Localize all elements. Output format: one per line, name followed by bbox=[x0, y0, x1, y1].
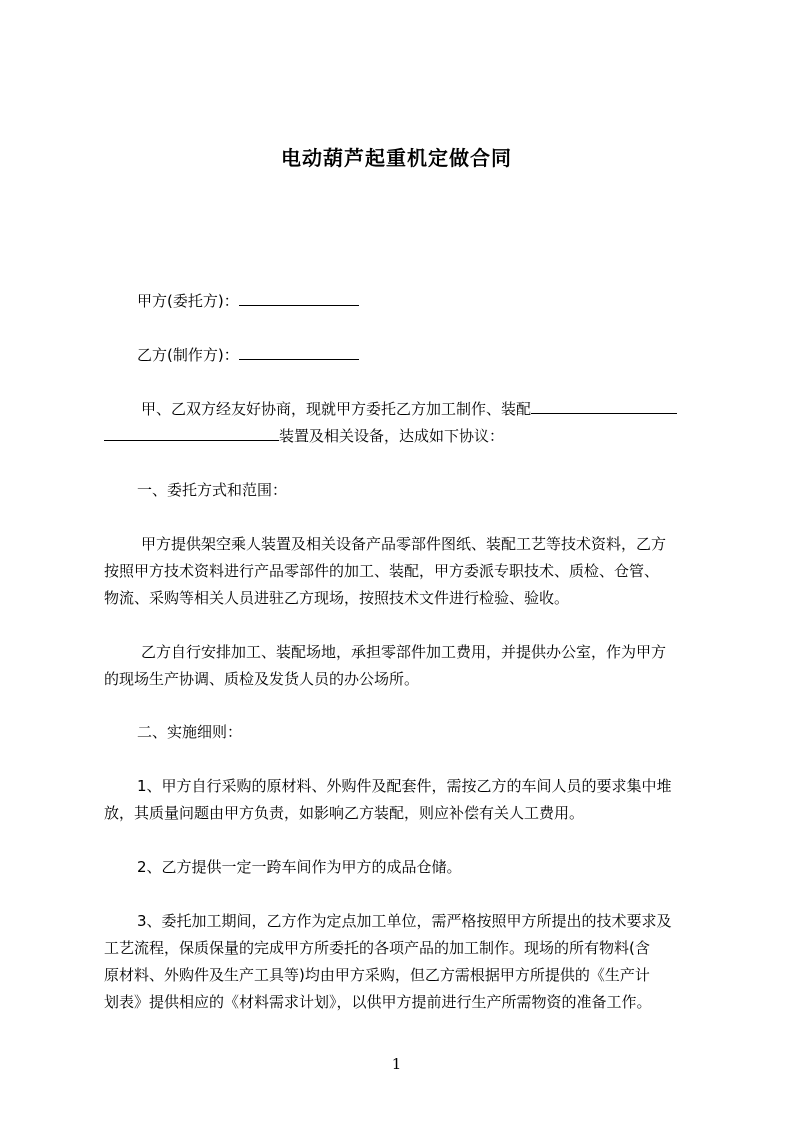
party-a-blank bbox=[239, 291, 359, 306]
document-title: 电动葫芦起重机定做合同 bbox=[281, 146, 512, 170]
section1-p1-line2: 按照甲方技术资料进行产品零部件的加工、装配，甲方委派专职技术、质检、仓管、 bbox=[104, 562, 660, 580]
section1-p1-line1: 甲方提供架空乘人装置及相关设备产品零部件图纸、装配工艺等技术资料，乙方 bbox=[141, 535, 667, 553]
page-number: 1 bbox=[391, 1055, 402, 1073]
section2-item3-line1: 3、委托加工期间，乙方作为定点加工单位，需严格按照甲方所提出的技术要求及 bbox=[137, 912, 672, 930]
section2-item1-line1: 1、甲方自行采购的原材料、外购件及配套件，需按乙方的车间人员的要求集中堆 bbox=[137, 777, 672, 795]
party-b-blank bbox=[239, 345, 359, 360]
section2-item3-line3: 原材料、外购件及生产工具等)均由甲方采购，但乙方需根据甲方所提供的《生产计 bbox=[104, 966, 650, 984]
section2-item3-line2: 工艺流程，保质保量的完成甲方所委托的各项产品的加工制作。现场的所有物料(含 bbox=[104, 939, 650, 957]
section2-heading: 二、实施细则： bbox=[137, 723, 243, 741]
section1-heading: 一、委托方式和范围： bbox=[137, 481, 288, 499]
section1-p1-line3: 物流、采购等相关人员进驻乙方现场，按照技术文件进行检验、验收。 bbox=[104, 589, 570, 607]
section1-p2-line2: 的现场生产协调、质检及发货人员的办公场所。 bbox=[104, 670, 420, 688]
intro-text-2: 装置及相关设备，达成如下协议： bbox=[279, 427, 505, 445]
intro-blank-1 bbox=[531, 399, 677, 414]
party-b-label: 乙方(制作方)： bbox=[137, 346, 239, 364]
intro-line-1 bbox=[141, 399, 677, 419]
intro-text-1: 甲、乙双方经友好协商，现就甲方委托乙方加工制作、装配 bbox=[141, 400, 532, 418]
section2-item1-line2: 放，其质量问题由甲方负责，如影响乙方装配，则应补偿有关人工费用。 bbox=[104, 804, 585, 822]
party-a-line bbox=[137, 291, 359, 311]
section2-item3-line4: 划表》提供相应的《材料需求计划》，以供甲方提前进行生产所需物资的准备工作。 bbox=[104, 993, 652, 1011]
party-b-line bbox=[137, 345, 359, 365]
section2-item2: 2、乙方提供一定一跨车间作为甲方的成品仓储。 bbox=[137, 858, 462, 876]
intro-line-2 bbox=[104, 426, 504, 446]
section1-p2-line1: 乙方自行安排加工、装配场地，承担零部件加工费用，并提供办公室，作为甲方 bbox=[141, 643, 667, 661]
party-a-label: 甲方(委托方)： bbox=[137, 292, 239, 310]
intro-blank-2 bbox=[104, 426, 279, 441]
